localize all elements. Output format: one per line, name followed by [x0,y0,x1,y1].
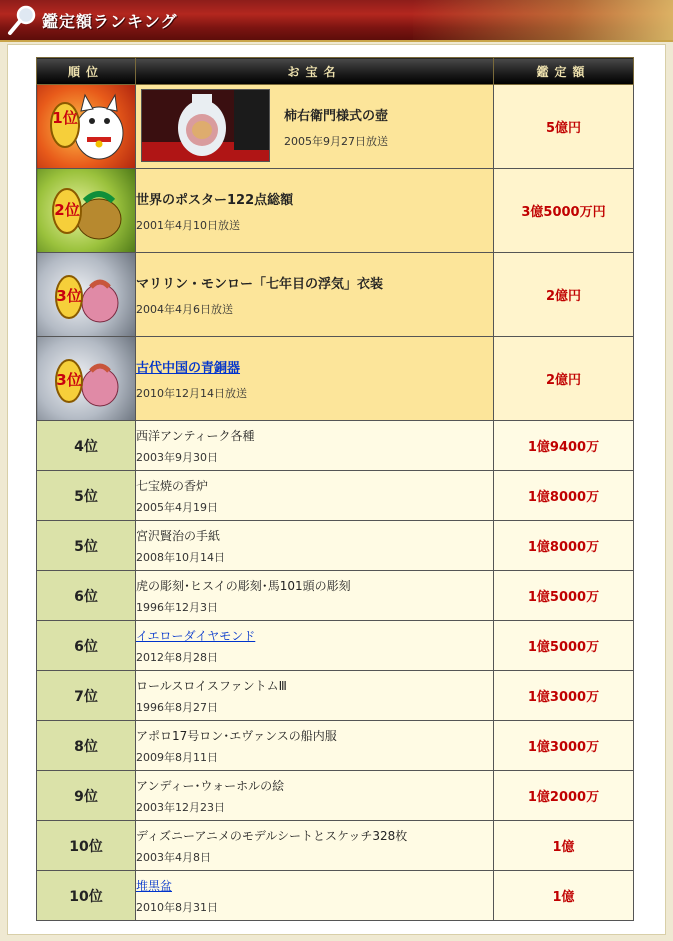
rank-cell: 5位 [37,521,136,571]
column-header-name: お宝名 [136,58,494,85]
rank-cell: 10位 [37,821,136,871]
item-name-cell [136,571,494,621]
item-price: 1億9400万 [494,421,634,471]
item-date: 2008年10月14日 [136,550,225,564]
item-name-cell [136,671,494,721]
item-date: 1996年12月3日 [136,600,218,614]
item-date: 1996年8月27日 [136,700,218,714]
item-name-link[interactable]: 古代中国の青銅器 [136,360,241,376]
rank-label: 1位 [52,109,78,127]
item-name: ロールスロイスファントムⅢ [136,678,287,693]
table-row [37,169,634,253]
rank-label: 2位 [54,201,80,219]
item-name: 世界のポスター122点総額 [136,192,294,208]
rank-label: 3位 [56,371,82,389]
item-price: 1億 [494,821,634,871]
money-bag-icon [37,169,134,248]
item-name-cell [136,337,494,421]
item-date: 2003年4月8日 [136,850,211,864]
item-name: 宮沢賢治の手紙 [136,528,221,543]
rank-3-medal [37,253,136,337]
rank-cell: 4位 [37,421,136,471]
item-price: 5億円 [494,85,634,169]
table-row [37,821,634,871]
vase-image [142,90,269,161]
item-name: 西洋アンティーク各種 [136,428,255,443]
item-name-cell [136,621,494,671]
item-date: 2004年4月6日放送 [136,302,233,316]
item-date: 2003年9月30日 [136,450,218,464]
table-row [37,871,634,921]
item-name-cell [136,821,494,871]
item-price: 1億2000万 [494,771,634,821]
item-name: 七宝焼の香炉 [136,478,209,493]
item-price: 1億5000万 [494,621,634,671]
ranking-table [36,57,634,921]
item-price: 1億 [494,871,634,921]
table-row [37,621,634,671]
item-price: 1億8000万 [494,471,634,521]
rank-cell: 9位 [37,771,136,821]
rank-label: 3位 [56,287,82,305]
column-header-price: 鑑定額 [494,58,634,85]
item-name-cell [136,521,494,571]
table-row [37,771,634,821]
item-price: 2億円 [494,337,634,421]
rank-2-medal [37,169,136,253]
item-price: 1億8000万 [494,521,634,571]
item-name: 柿右衛門様式の壺 [284,109,389,124]
lucky-cat-icon [37,85,134,164]
item-name-cell [136,421,494,471]
item-price: 1億5000万 [494,571,634,621]
item-date: 2009年8月11日 [136,750,218,764]
page-title: 鑑定額ランキング [42,12,178,31]
item-name-cell [136,169,494,253]
item-name-cell [136,471,494,521]
item-date: 2012年8月28日 [136,650,218,664]
money-bag-icon [37,253,134,332]
rank-1-medal [37,85,136,169]
item-date: 2001年4月10日放送 [136,218,240,232]
item-date: 2010年8月31日 [136,900,218,914]
rank-cell: 6位 [37,571,136,621]
table-row [37,421,634,471]
item-date: 2010年12月14日放送 [136,386,247,400]
money-bag-icon [37,337,134,416]
rank-3-medal [37,337,136,421]
rank-cell: 5位 [37,471,136,521]
table-row [37,571,634,621]
item-date: 2003年12月23日 [136,800,225,814]
item-price: 2億円 [494,253,634,337]
item-name-cell [136,721,494,771]
item-thumbnail[interactable] [141,89,270,162]
page-header [0,0,673,42]
table-row [37,471,634,521]
item-name-link[interactable]: イエローダイヤモンド [136,628,256,643]
rank-cell: 7位 [37,671,136,721]
item-name: 虎の彫刻･ヒスイの彫刻･馬101頭の彫刻 [136,578,351,593]
table-row [37,671,634,721]
item-name: アンディー･ウォーホルの絵 [136,778,285,793]
rank-cell: 10位 [37,871,136,921]
table-row [37,521,634,571]
item-name-cell [136,253,494,337]
item-date: 2005年9月27日放送 [284,135,388,148]
table-row [37,721,634,771]
column-header-rank: 順位 [37,58,136,85]
rank-cell: 8位 [37,721,136,771]
table-row [37,337,634,421]
table-row [37,253,634,337]
item-name: ディズニーアニメのモデルシートとスケッチ328枚 [136,828,408,843]
item-name-link[interactable]: 堆黒盆 [136,878,173,893]
item-name-cell [136,871,494,921]
magnifier-icon [6,3,38,37]
item-date: 2005年4月19日 [136,500,218,514]
item-price: 3億5000万円 [494,169,634,253]
item-price: 1億3000万 [494,721,634,771]
table-row [37,85,634,169]
rank-cell: 6位 [37,621,136,671]
item-price: 1億3000万 [494,671,634,721]
item-name-cell [136,771,494,821]
item-name-cell [136,85,494,169]
item-name: アポロ17号ロン･エヴァンスの船内服 [136,728,337,743]
item-name: マリリン・モンロー「七年目の浮気」衣装 [136,276,384,292]
